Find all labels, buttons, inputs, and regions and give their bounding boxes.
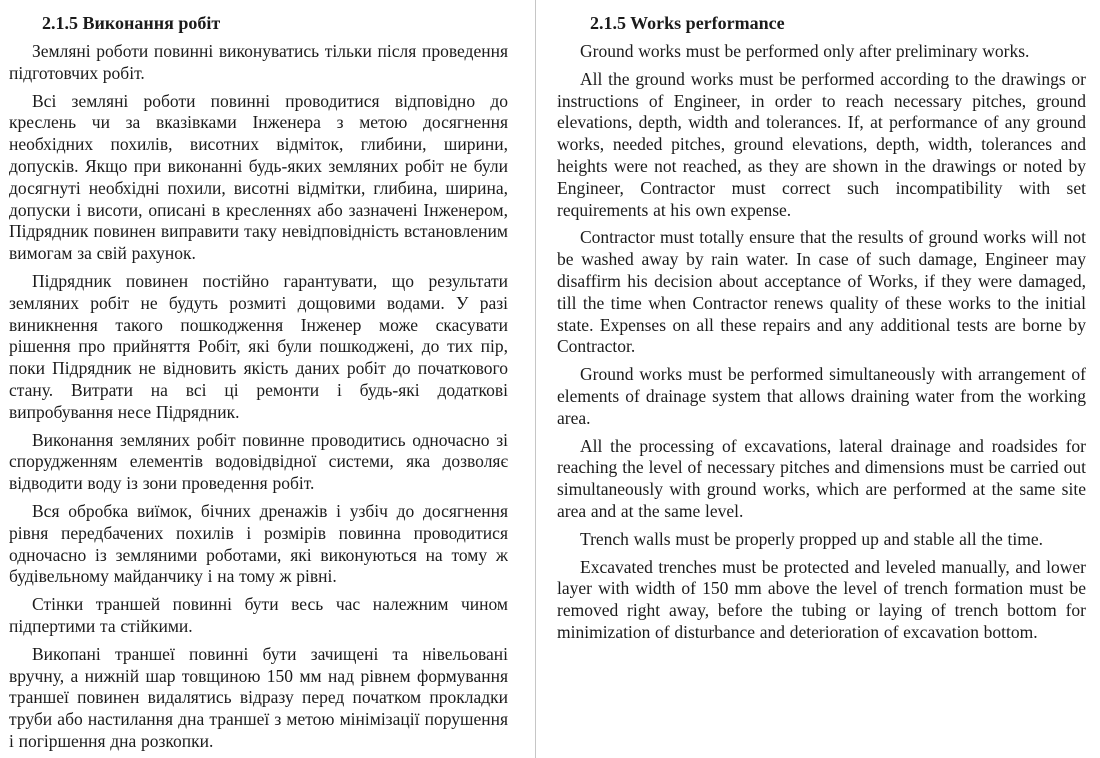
paragraph-en-1: Ground works must be performed only after preliminary works. bbox=[580, 41, 1030, 61]
paragraph-en-7: Excavated trenches must be protected and leveled manually, and lower layer with width of 150 mm above the level of trench formation must be removed right away, before the tubing or laying of trench bottom for minimization of disturbance and deterioration of excavation bottom. bbox=[557, 556, 1086, 642]
paragraph-en-4: Ground works must be performed simultaneously with arrangement of elements of drainage system that allows draining water from the working area. bbox=[557, 364, 1086, 428]
column-english bbox=[536, 0, 1100, 758]
paragraph-en-2: All the ground works must be performed according to the drawings or instructions of Engineer, in order to reach necessary pitches, ground elevations, depth, width and tolerances. If, at performance of any ground works, needed pitches, ground elevations, depth, width, tolerances and heights were not reached, as they are shown in the drawings or noted by Engineer, Contractor must correct such incompatibility with set requirements at his own expense. bbox=[557, 68, 1086, 220]
paragraph-uk-2: Всі земляні роботи повинні проводитися відповідно до креслень чи за вказівками Інженера з метою досягнення необхідних похилів, висотних відміток, глибини, ширини, допусків. Якщо при виконанні будь-яких земляних робіт не були досягнуті необхідні похили, висотні відмітки, глибина, ширина, допуски і висоти, описані в кресленнях або зазначені Інженером, Підрядник повинен виправити таку невідповідність встановленим вимогам за свій рахунок. bbox=[9, 90, 508, 264]
paragraph-en-5: All the processing of excavations, lateral drainage and roadsides for reaching the level of necessary pitches and dimensions must be carried out simultaneously with ground works, which are performed at the same site area and at the same level. bbox=[557, 435, 1086, 521]
section-heading-english: 2.1.5 Works performance bbox=[590, 13, 785, 33]
paragraph-uk-7: Викопані траншеї повинні бути зачищені та нівельовані вручну, а нижній шар товщиною 150 мм над рівнем формування траншеї повинен видалятись відразу перед початком прокладки труби або настилання дна траншеї з метою мінімізації порушення і погіршення дна розкопки. bbox=[9, 643, 508, 751]
paragraph-uk-6: Стінки траншей повинні бути весь час належним чином підпертими та стійкими. bbox=[9, 594, 508, 636]
paragraph-uk-1: Земляні роботи повинні виконуватись тільки після проведення підготовчих робіт. bbox=[9, 41, 508, 83]
paragraph-en-3: Contractor must totally ensure that the results of ground works will not be washed away by rain water. In case of such damage, Engineer may disaffirm his decision about acceptance of Works, if they were damaged, till the time when Contractor renews quality of these works to the initial state. Expenses on all these repairs and any additional tests are borne by Contractor. bbox=[557, 227, 1086, 357]
paragraph-en-6: Trench walls must be properly propped up and stable all the time. bbox=[580, 528, 1043, 549]
paragraph-uk-3: Підрядник повинен постійно гарантувати, що результати земляних робіт не будуть розмиті дощовими водами. У разі виникнення такого пошкодження Інженер може скасувати рішення про прийняття Робіт, які були пошкоджені, до тих пір, поки Підрядник не відновить якість даних робіт до початкового стану. Витрати на всі ці ремонти і будь-які додаткові випробування несе Підрядник. bbox=[9, 270, 508, 422]
section-heading-ukrainian: 2.1.5 Виконання робіт bbox=[42, 13, 221, 33]
paragraph-uk-4: Виконання земляних робіт повинне проводитись одночасно зі спорудженням елементів водовідвідної системи, яка дозволяє відводити воду із зони проведення робіт. bbox=[9, 429, 508, 494]
paragraph-uk-5: Вся обробка виїмок, бічних дренажів і узбіч до досягнення рівня передбачених похилів і розмірів повинна проводитися одночасно із земляними роботами, які виконуються на тому ж будівельному майданчику і на тому ж рівні. bbox=[9, 500, 508, 587]
column-ukrainian bbox=[0, 0, 536, 758]
